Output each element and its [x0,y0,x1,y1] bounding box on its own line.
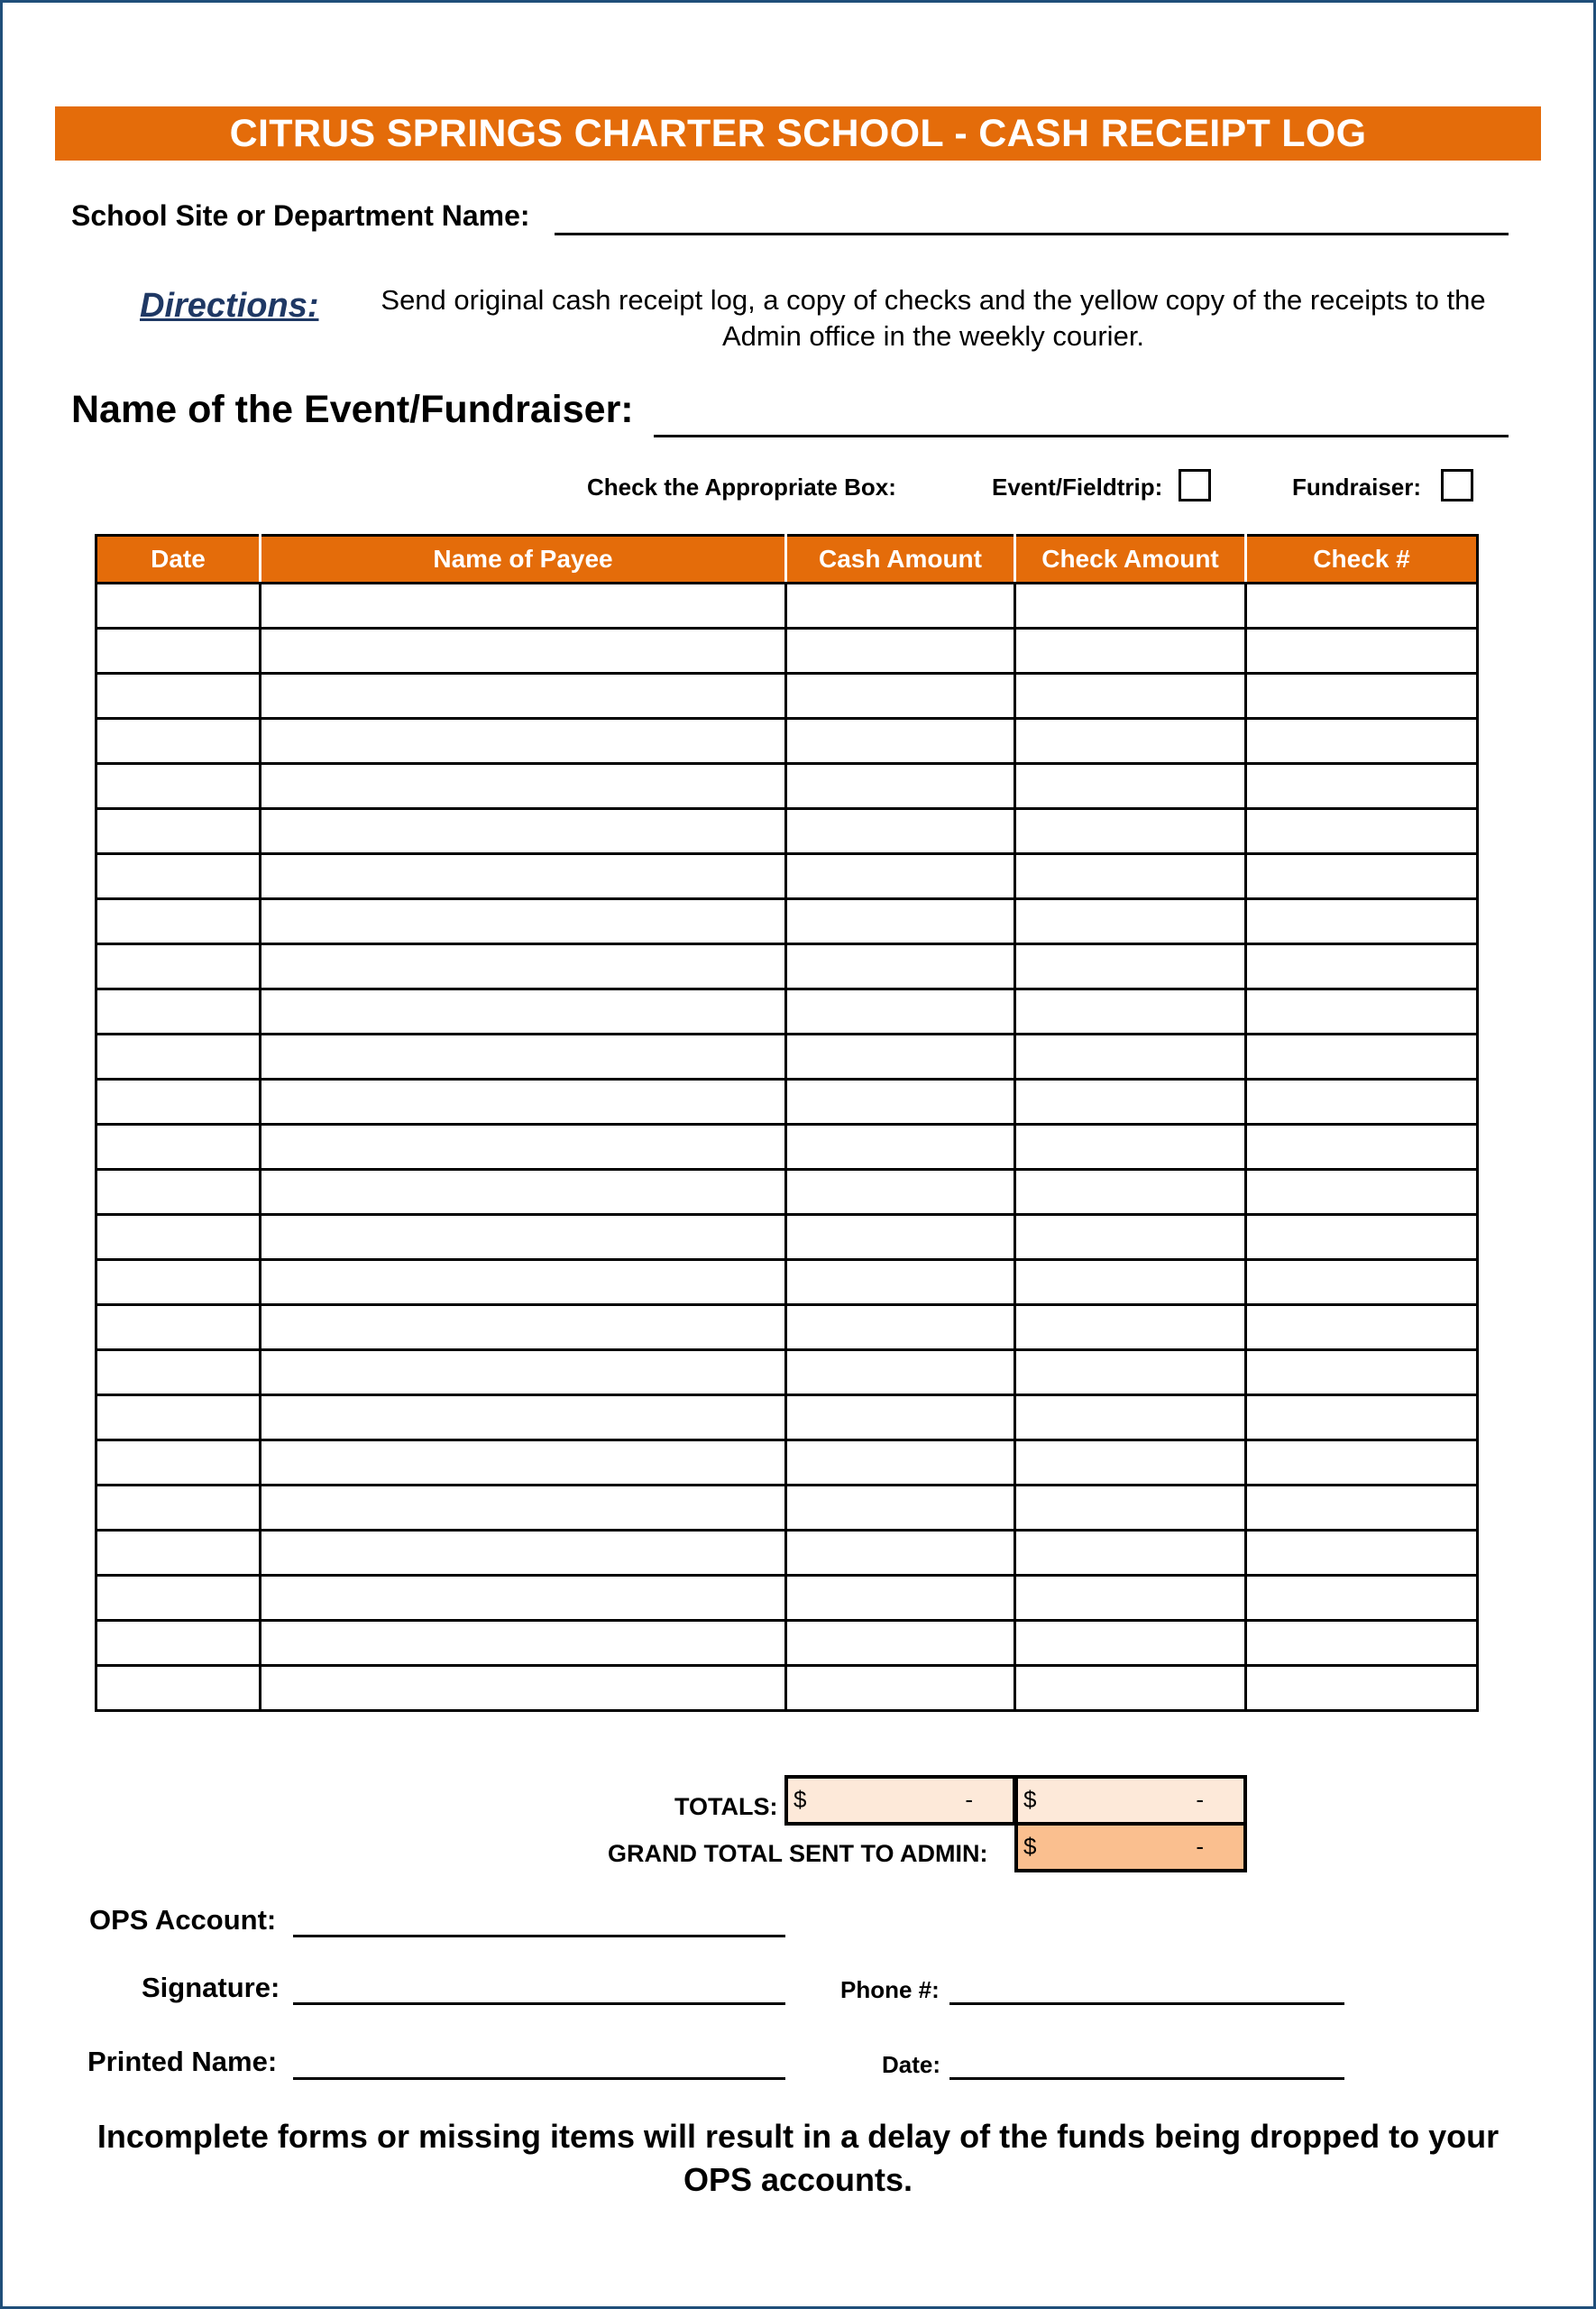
table-row [96,1395,1478,1440]
check-total-cell[interactable] [1014,1775,1247,1826]
check-number-cell[interactable] [1246,1305,1478,1350]
cash-receipt-table [95,534,1479,1712]
check-number-cell[interactable] [1246,764,1478,809]
payee-cell[interactable] [261,1350,786,1395]
payee-cell[interactable] [261,944,786,989]
grand-total-currency: $ [1023,1833,1037,1860]
table-row [96,1576,1478,1621]
cash-amount-cell[interactable] [786,1395,1015,1440]
column-header-check-amount: Check Amount [1015,536,1246,584]
cash-amount-cell[interactable] [786,1215,1015,1260]
table-row [96,809,1478,854]
event-fieldtrip-checkbox[interactable] [1179,469,1211,501]
table-row [96,1305,1478,1350]
directions-text: Send original cash receipt log, a copy of checks and the yellow copy of the receipts to the Admin office in the weekly courier. [381,284,1486,352]
totals-label: TOTALS: [674,1793,778,1820]
check-number-cell[interactable] [1246,854,1478,899]
site-name-line[interactable] [555,233,1509,235]
cash-amount-cell[interactable] [786,1170,1015,1215]
cash-amount-cell[interactable] [786,764,1015,809]
cash-amount-cell[interactable] [786,1305,1015,1350]
check-box-label: Check the Appropriate Box: [587,474,896,501]
check-number-cell[interactable] [1246,1576,1478,1621]
payee-cell[interactable] [261,1621,786,1666]
check-amount-cell[interactable] [1015,1531,1246,1576]
table-row [96,1035,1478,1080]
column-header-check-number: Check # [1246,536,1478,584]
table-row [96,1531,1478,1576]
table-row [96,1080,1478,1125]
payee-cell[interactable] [261,854,786,899]
table-row [96,1486,1478,1531]
check-amount-cell[interactable] [1015,629,1246,674]
footer-notice: Incomplete forms or missing items will result in a delay of the funds being dropped to your OPS accounts. [96,2118,1500,2198]
cash-amount-cell[interactable] [786,1486,1015,1531]
payee-cell[interactable] [261,809,786,854]
date-cell[interactable] [96,1305,261,1350]
date-cell[interactable] [96,1350,261,1395]
cash-amount-cell[interactable] [786,1576,1015,1621]
phone-line[interactable] [949,2002,1344,2005]
table-row [96,1621,1478,1666]
payee-cell[interactable] [261,1576,786,1621]
check-number-cell[interactable] [1246,989,1478,1035]
payee-cell[interactable] [261,1395,786,1440]
check-number-cell[interactable] [1246,629,1478,674]
cash-amount-cell[interactable] [786,674,1015,719]
table-row [96,944,1478,989]
check-amount-cell[interactable] [1015,1486,1246,1531]
cash-amount-cell[interactable] [786,1080,1015,1125]
check-number-cell[interactable] [1246,1440,1478,1486]
table-row [96,1440,1478,1486]
event-fieldtrip-label: Event/Fieldtrip: [992,474,1163,501]
check-amount-cell[interactable] [1015,809,1246,854]
date-cell[interactable] [96,1531,261,1576]
date-cell[interactable] [96,944,261,989]
payee-cell[interactable] [261,1035,786,1080]
date-cell[interactable] [96,989,261,1035]
printed-name-line[interactable] [293,2077,785,2080]
column-header-payee: Name of Payee [261,536,786,584]
date-cell[interactable] [96,1215,261,1260]
payee-cell[interactable] [261,899,786,944]
phone-label: Phone #: [840,1976,940,2003]
check-amount-cell[interactable] [1015,989,1246,1035]
cash-amount-cell[interactable] [786,1666,1015,1711]
date-cell[interactable] [96,1486,261,1531]
cash-amount-cell[interactable] [786,584,1015,629]
date-cell[interactable] [96,1035,261,1080]
check-number-cell[interactable] [1246,944,1478,989]
date-cell[interactable] [96,1125,261,1170]
event-name-line[interactable] [654,435,1509,437]
table-row [96,1666,1478,1711]
table-row [96,719,1478,764]
check-number-cell[interactable] [1246,1170,1478,1215]
cash-amount-cell[interactable] [786,989,1015,1035]
check-total-value: - [1196,1786,1204,1813]
date-cell[interactable] [96,899,261,944]
grand-total-label: GRAND TOTAL SENT TO ADMIN: [608,1840,988,1867]
date-label: Date: [882,2051,941,2078]
check-amount-cell[interactable] [1015,1170,1246,1215]
date-cell[interactable] [96,854,261,899]
column-header-date: Date [96,536,261,584]
check-number-cell[interactable] [1246,1215,1478,1260]
payee-cell[interactable] [261,1080,786,1125]
cash-total-value: - [965,1786,973,1813]
table-row [96,1125,1478,1170]
date-cell[interactable] [96,719,261,764]
check-amount-cell[interactable] [1015,944,1246,989]
check-amount-cell[interactable] [1015,1666,1246,1711]
ops-account-line[interactable] [293,1935,785,1937]
signature-line[interactable] [293,2002,785,2005]
date-cell[interactable] [96,1080,261,1125]
date-line[interactable] [949,2077,1344,2080]
cash-amount-cell[interactable] [786,719,1015,764]
page-title: CITRUS SPRINGS CHARTER SCHOOL - CASH RECEIPT LOG [55,106,1541,161]
check-number-cell[interactable] [1246,899,1478,944]
check-number-cell[interactable] [1246,584,1478,629]
cash-amount-cell[interactable] [786,854,1015,899]
check-amount-cell[interactable] [1015,1350,1246,1395]
column-header-cash-amount: Cash Amount [786,536,1015,584]
check-number-cell[interactable] [1246,1035,1478,1080]
payee-cell[interactable] [261,1531,786,1576]
table-row [96,584,1478,629]
date-cell[interactable] [96,1260,261,1305]
check-amount-cell[interactable] [1015,899,1246,944]
check-number-cell[interactable] [1246,1486,1478,1531]
cash-amount-cell[interactable] [786,1260,1015,1305]
table-row [96,674,1478,719]
check-amount-cell[interactable] [1015,1260,1246,1305]
cash-total-currency: $ [793,1786,807,1813]
check-number-cell[interactable] [1246,674,1478,719]
site-label: School Site or Department Name: [71,199,530,232]
date-cell[interactable] [96,1170,261,1215]
check-amount-cell[interactable] [1015,719,1246,764]
check-total-currency: $ [1023,1786,1037,1813]
check-amount-cell[interactable] [1015,584,1246,629]
cash-total-cell[interactable] [784,1775,1016,1826]
check-amount-cell[interactable] [1015,1576,1246,1621]
check-amount-cell[interactable] [1015,764,1246,809]
cash-amount-cell[interactable] [786,809,1015,854]
cash-amount-cell[interactable] [786,1350,1015,1395]
payee-cell[interactable] [261,674,786,719]
payee-cell[interactable] [261,1666,786,1711]
table-row [96,1215,1478,1260]
check-number-cell[interactable] [1246,809,1478,854]
check-amount-cell[interactable] [1015,1035,1246,1080]
fundraiser-label: Fundraiser: [1292,474,1422,501]
payee-cell[interactable] [261,1215,786,1260]
payee-cell[interactable] [261,719,786,764]
date-cell[interactable] [96,584,261,629]
table-row [96,989,1478,1035]
check-number-cell[interactable] [1246,1395,1478,1440]
payee-cell[interactable] [261,1305,786,1350]
cash-amount-cell[interactable] [786,899,1015,944]
table-header-row [96,536,1478,584]
check-amount-cell[interactable] [1015,1621,1246,1666]
payee-cell[interactable] [261,764,786,809]
directions-label: Directions: [140,287,319,325]
cash-amount-cell[interactable] [786,1621,1015,1666]
fundraiser-checkbox[interactable] [1441,469,1473,501]
date-cell[interactable] [96,1621,261,1666]
cash-amount-cell[interactable] [786,629,1015,674]
check-number-cell[interactable] [1246,719,1478,764]
date-cell[interactable] [96,674,261,719]
signature-label: Signature: [142,1972,280,2003]
table-row [96,1170,1478,1215]
table-row [96,899,1478,944]
check-amount-cell[interactable] [1015,674,1246,719]
payee-cell[interactable] [261,1125,786,1170]
check-number-cell[interactable] [1246,1350,1478,1395]
event-name-label: Name of the Event/Fundraiser: [71,388,634,431]
check-number-cell[interactable] [1246,1260,1478,1305]
table-row [96,854,1478,899]
payee-cell[interactable] [261,629,786,674]
table-row [96,764,1478,809]
check-amount-cell[interactable] [1015,1215,1246,1260]
payee-cell[interactable] [261,1440,786,1486]
date-cell[interactable] [96,809,261,854]
payee-cell[interactable] [261,1486,786,1531]
cash-amount-cell[interactable] [786,1531,1015,1576]
check-number-cell[interactable] [1246,1080,1478,1125]
grand-total-cell[interactable] [1014,1822,1247,1872]
table-row [96,629,1478,674]
date-cell[interactable] [96,629,261,674]
printed-name-label: Printed Name: [87,2046,278,2077]
check-amount-cell[interactable] [1015,1080,1246,1125]
date-cell[interactable] [96,1576,261,1621]
check-number-cell[interactable] [1246,1125,1478,1170]
date-cell[interactable] [96,1440,261,1486]
date-cell[interactable] [96,1666,261,1711]
check-amount-cell[interactable] [1015,854,1246,899]
date-cell[interactable] [96,764,261,809]
cash-amount-cell[interactable] [786,1440,1015,1486]
cash-amount-cell[interactable] [786,944,1015,989]
date-cell[interactable] [96,1395,261,1440]
ops-account-label: OPS Account: [89,1904,277,1936]
check-number-cell[interactable] [1246,1666,1478,1711]
check-amount-cell[interactable] [1015,1440,1246,1486]
check-amount-cell[interactable] [1015,1395,1246,1440]
check-amount-cell[interactable] [1015,1305,1246,1350]
check-number-cell[interactable] [1246,1531,1478,1576]
payee-cell[interactable] [261,1260,786,1305]
payee-cell[interactable] [261,989,786,1035]
payee-cell[interactable] [261,1170,786,1215]
payee-cell[interactable] [261,584,786,629]
check-number-cell[interactable] [1246,1621,1478,1666]
check-amount-cell[interactable] [1015,1125,1246,1170]
table-row [96,1260,1478,1305]
cash-amount-cell[interactable] [786,1125,1015,1170]
grand-total-value: - [1196,1833,1204,1860]
cash-amount-cell[interactable] [786,1035,1015,1080]
table-row [96,1350,1478,1395]
